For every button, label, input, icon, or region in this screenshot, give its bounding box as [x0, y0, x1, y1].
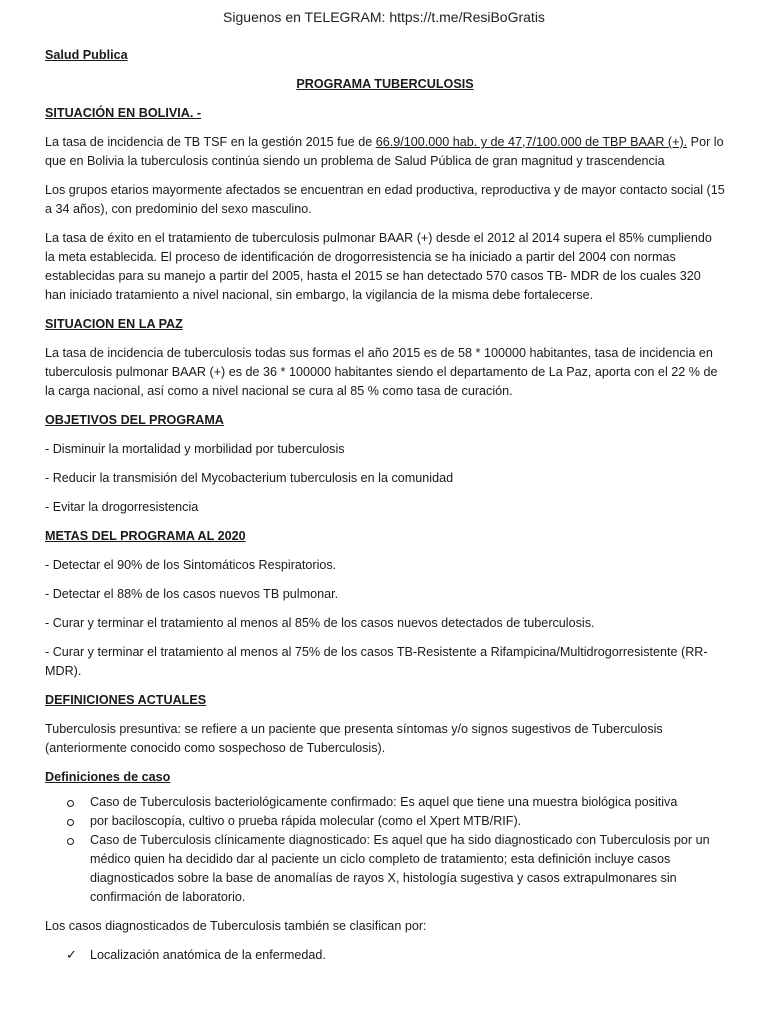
list-item [45, 812, 725, 831]
bolivia-paragraph-3: La tasa de éxito en el tratamiento de tuberculosis pulmonar BAAR (+) desde el 2012 al 2014 supera el 85% cumpliendo la meta establecida. El proceso de identificación de drogorresistencia se ha iniciado a partir del 2004 con normas establecidas para su manejo a partir del 2005, hasta el 2015 se han detectado 570 casos TB- MDR de los cuales 320 han iniciado tratamiento a nivel nacional, sin embargo, la vigilancia de la misma debe fortalecerse. [45, 231, 712, 302]
bolivia-paragraph-2: Los grupos etarios mayormente afectados se encuentran en edad productiva, reproductiva y de mayor contacto social (15 a 34 años), con predominio del sexo masculino. [45, 183, 725, 216]
definiciones-caso-heading: Definiciones de caso [45, 770, 171, 784]
classification-list [45, 946, 725, 965]
bolivia-heading: SITUACIÓN EN BOLIVIA. - [45, 106, 202, 120]
definiciones-heading: DEFINICIONES ACTUALES [45, 693, 207, 707]
metas-heading: METAS DEL PROGRAMA AL 2020 [45, 529, 246, 543]
circle-bullet-icon [67, 838, 74, 845]
meta-item: - Detectar el 88% de los casos nuevos TB pulmonar. [45, 587, 339, 601]
lapaz-heading: SITUACION EN LA PAZ [45, 317, 183, 331]
circle-bullet-icon [67, 819, 74, 826]
telegram-banner: Siguenos en TELEGRAM: https://t.me/ResiBoGratis [223, 9, 545, 25]
list-item-text: Caso de Tuberculosis bacteriológicamente confirmado: Es aquel que tiene una muestra biológica positiva [90, 795, 678, 809]
bolivia-p1-underlined: 66.9/100.000 hab. y de 47,7/100.000 de TBP BAAR (+). [375, 135, 688, 149]
list-item [45, 831, 725, 907]
document-title: PROGRAMA TUBERCULOSIS [296, 77, 474, 91]
meta-item: - Curar y terminar el tratamiento al menos al 75% de los casos TB-Resistente a Rifampicina/Multidrogorresistente (RR-MDR). [45, 645, 708, 678]
document-page [45, 46, 725, 965]
objetivos-heading: OBJETIVOS DEL PROGRAMA [45, 413, 224, 427]
case-definitions-list [45, 793, 725, 907]
clasificacion-intro: Los casos diagnosticados de Tuberculosis también se clasifican por: [45, 919, 427, 933]
list-item [45, 946, 725, 965]
checkmark-icon: ✓ [66, 948, 77, 963]
list-item-text: por baciloscopía, cultivo o prueba rápida molecular (como el Xpert MTB/RIF). [90, 814, 522, 828]
meta-item: - Curar y terminar el tratamiento al menos al 85% de los casos nuevos detectados de tuberculosis. [45, 616, 595, 630]
objetivo-item: - Disminuir la mortalidad y morbilidad por tuberculosis [45, 442, 345, 456]
bolivia-p1-pre: La tasa de incidencia de TB TSF en la gestión 2015 fue de [45, 135, 376, 149]
list-item-text: Localización anatómica de la enfermedad. [90, 948, 326, 962]
lapaz-paragraph-1: La tasa de incidencia de tuberculosis todas sus formas el año 2015 es de 58 * 100000 habitantes, tasa de incidencia en tuberculosis pulmonar BAAR (+) es de 36 * 100000 habitantes siendo el departamento de La Paz, aporta con el 22 % de la carga nacional, así como a nivel nacional se cura al 85 % como tasa de curación. [45, 346, 718, 398]
meta-item: - Detectar el 90% de los Sintomáticos Respiratorios. [45, 558, 337, 572]
circle-bullet-icon [67, 800, 74, 807]
subject-heading: Salud Publica [45, 48, 128, 62]
bolivia-p1-post: Por lo que en Bolivia la tuberculosis continúa siendo un problema de Salud Pública de gran magnitud y trascendencia [45, 135, 724, 168]
list-item-text: Caso de Tuberculosis clínicamente diagnosticado: Es aquel que ha sido diagnosticado con Tuberculosis por un médico quien ha decidido dar al paciente un ciclo completo de tratamiento; esta definición incluye casos diagnosticados sobre la base de anomalías de rayos X, histología sugestiva y casos extrapulmonares sin confirmación de laboratorio. [90, 833, 710, 904]
list-item [45, 793, 725, 812]
objetivo-item: - Reducir la transmisión del Mycobacterium tuberculosis en la comunidad [45, 471, 454, 485]
objetivo-item: - Evitar la drogorresistencia [45, 500, 199, 514]
definiciones-paragraph-1: Tuberculosis presuntiva: se refiere a un paciente que presenta síntomas y/o signos sugestivos de Tuberculosis (anteriormente conocido como sospechoso de Tuberculosis). [45, 722, 663, 755]
bolivia-paragraph-1 [45, 133, 725, 171]
